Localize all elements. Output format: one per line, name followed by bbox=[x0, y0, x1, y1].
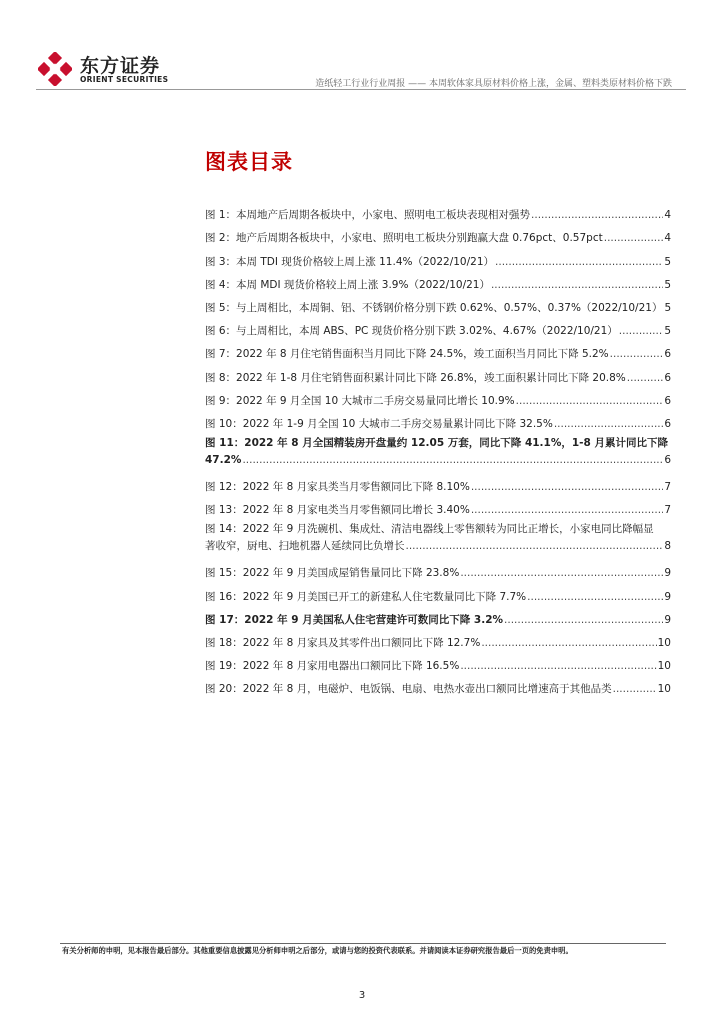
toc-entry-text-line2: 著收窄，厨电、扫地机器人延续同比负增长 bbox=[205, 540, 405, 553]
company-name-en: ORIENT SECURITIES bbox=[80, 75, 169, 84]
toc-page-number: 5 bbox=[664, 255, 671, 268]
toc-page-number: 5 bbox=[664, 278, 671, 291]
toc-entry-text: 图 7：2022 年 8 月住宅销售面积当月同比下降 24.5%，竣工面积当月同比下降 5.2% bbox=[205, 348, 609, 361]
toc-leader-dots bbox=[242, 453, 663, 468]
toc-entry-text: 图 20：2022 年 8 月，电磁炉、电饭锅、电扇、电热水壶出口额同比增速高于其他品类 bbox=[205, 683, 612, 696]
toc-entry[interactable] bbox=[205, 674, 671, 697]
toc-leader-dots bbox=[619, 324, 664, 339]
toc-entry-text: 图 13：2022 年 8 月家电类当月零售额同比增长 3.40% bbox=[205, 504, 470, 517]
toc-entry[interactable] bbox=[205, 651, 671, 674]
report-title: 造纸轻工行业行业周报 —— 本周软体家具原材料价格上涨，金属、塑料类原材料价格下跌 bbox=[315, 79, 672, 89]
toc-leader-dots bbox=[610, 347, 664, 362]
toc-entry[interactable] bbox=[205, 605, 671, 628]
toc-entry-text: 图 8：2022 年 1-8 月住宅销售面积累计同比下降 26.8%，竣工面积累计同比下降 20.8% bbox=[205, 371, 626, 384]
toc-page-number: 10 bbox=[657, 683, 671, 696]
toc-page-number: 10 bbox=[657, 637, 671, 649]
toc-entry[interactable] bbox=[205, 409, 671, 432]
toc-entry-text: 图 16：2022 年 9 月美国已开工的新建私人住宅数量同比下降 7.7% bbox=[205, 590, 527, 603]
toc-entry-text: 图 19：2022 年 8 月家用电器出口额同比下降 16.5% bbox=[205, 660, 460, 673]
toc-leader-dots bbox=[471, 503, 664, 518]
toc-entry-text: 图 12：2022 年 8 月家具类当月零售额同比下降 8.10% bbox=[205, 481, 470, 494]
toc-entry[interactable] bbox=[205, 200, 671, 223]
orient-securities-logo-icon bbox=[38, 52, 72, 86]
toc-leader-dots bbox=[613, 682, 657, 697]
toc-leader-dots bbox=[627, 371, 664, 386]
toc-leader-dots bbox=[604, 231, 664, 246]
toc-leader-dots bbox=[516, 394, 664, 409]
toc-entry-text: 图 17：2022 年 9 月美国私人住宅营建许可数同比下降 3.2% bbox=[205, 613, 504, 626]
toc-leader-dots bbox=[527, 590, 663, 605]
toc-list bbox=[205, 200, 671, 697]
toc-page-number: 7 bbox=[664, 504, 671, 517]
toc-title: 图表目录 bbox=[205, 150, 293, 174]
toc-entry-text: 图 5：与上周相比，本周铜、铝、不锈钢价格分别下跌 0.62%、0.57%、0.37%（2022/10/21） bbox=[205, 301, 663, 314]
toc-entry[interactable] bbox=[205, 518, 671, 558]
toc-entry-text: 图 1：本周地产后周期各板块中，小家电、照明电工板块表现相对强势 bbox=[205, 209, 531, 222]
toc-entry[interactable] bbox=[205, 339, 671, 362]
toc-page-number: 6 bbox=[664, 453, 671, 466]
toc-leader-dots bbox=[504, 613, 663, 628]
footer-disclaimer: 有关分析师的申明，见本报告最后部分。其他重要信息披露见分析师申明之后部分，或请与您的投资代表联系。并请阅读本证券研究报告最后一页的免责申明。 bbox=[62, 946, 573, 955]
page-number: 3 bbox=[358, 990, 366, 1001]
toc-page-number: 6 bbox=[664, 348, 671, 361]
toc-entry-text: 图 4：本周 MDI 现货价格较上周上涨 3.9%（2022/10/21） bbox=[205, 278, 490, 291]
toc-entry-text: 图 6：与上周相比，本周 ABS、PC 现货价格分别下跌 3.02%、4.67%（2022/10/21） bbox=[205, 325, 618, 338]
toc-page-number: 4 bbox=[664, 232, 671, 245]
toc-entry[interactable] bbox=[205, 386, 671, 409]
toc-leader-dots bbox=[554, 417, 664, 432]
toc-entry[interactable] bbox=[205, 628, 671, 651]
toc-page-number: 5 bbox=[664, 301, 672, 314]
toc-page-number: 9 bbox=[664, 567, 671, 580]
company-name-cn: 东方证券 bbox=[80, 55, 161, 77]
toc-leader-dots bbox=[495, 255, 663, 270]
toc-entry[interactable] bbox=[205, 270, 671, 293]
toc-entry[interactable] bbox=[205, 362, 671, 385]
toc-entry-text: 图 18：2022 年 8 月家具及其零件出口额同比下降 12.7% bbox=[205, 637, 481, 649]
toc-entry-text: 图 10：2022 年 1-9 月全国 10 大城市二手房交易量累计同比下降 32.5% bbox=[205, 417, 553, 430]
toc-entry-text: 图 9：2022 年 9 月全国 10 大城市二手房交易量同比增长 10.9% bbox=[205, 394, 515, 407]
toc-page-number: 6 bbox=[664, 371, 671, 384]
toc-entry-text: 图 15：2022 年 9 月美国成屋销售量同比下降 23.8% bbox=[205, 567, 460, 580]
footer-divider bbox=[60, 943, 666, 944]
toc-entry[interactable] bbox=[205, 293, 671, 316]
toc-page-number: 6 bbox=[664, 417, 671, 430]
toc-entry[interactable] bbox=[205, 495, 671, 518]
toc-page-number: 7 bbox=[664, 481, 671, 494]
toc-leader-dots bbox=[471, 480, 664, 495]
toc-entry[interactable] bbox=[205, 581, 671, 604]
header-divider bbox=[36, 89, 686, 90]
toc-page-number: 9 bbox=[664, 613, 671, 626]
toc-entry[interactable] bbox=[205, 432, 671, 472]
toc-entry[interactable] bbox=[205, 316, 671, 339]
company-logo bbox=[38, 48, 238, 88]
toc-leader-dots bbox=[460, 659, 656, 674]
toc-entry[interactable] bbox=[205, 472, 671, 495]
toc-entry-text-line1: 图 14：2022 年 9 月洗碗机、集成灶、清洁电器线上零售额转为同比正增长，小家电同比降幅显 bbox=[205, 523, 654, 536]
toc-entry[interactable] bbox=[205, 246, 671, 269]
toc-entry-text-line2: 47.2% bbox=[205, 453, 242, 466]
toc-entry[interactable] bbox=[205, 558, 671, 581]
toc-leader-dots bbox=[481, 636, 656, 651]
toc-entry[interactable] bbox=[205, 223, 671, 246]
toc-leader-dots bbox=[531, 208, 663, 223]
toc-page-number: 8 bbox=[664, 540, 671, 553]
toc-leader-dots bbox=[491, 278, 663, 293]
toc-entry-text: 图 3：本周 TDI 现货价格较上周上涨 11.4%（2022/10/21） bbox=[205, 255, 495, 268]
toc-page-number: 6 bbox=[664, 394, 671, 407]
toc-page-number: 9 bbox=[664, 590, 671, 603]
toc-entry-text-line1: 图 11：2022 年 8 月全国精装房开盘量约 12.05 万套，同比下降 41.1%，1-8 月累计同比下降 bbox=[205, 436, 668, 449]
toc-page-number: 4 bbox=[664, 209, 671, 222]
toc-leader-dots bbox=[460, 566, 663, 581]
toc-entry-text: 图 2：地产后周期各板块中，小家电、照明电工板块分别跑赢大盘 0.76pct、0.57pct bbox=[205, 232, 603, 245]
toc-leader-dots bbox=[406, 539, 664, 554]
toc-page-number: 5 bbox=[664, 325, 671, 338]
toc-page-number: 10 bbox=[657, 660, 671, 673]
